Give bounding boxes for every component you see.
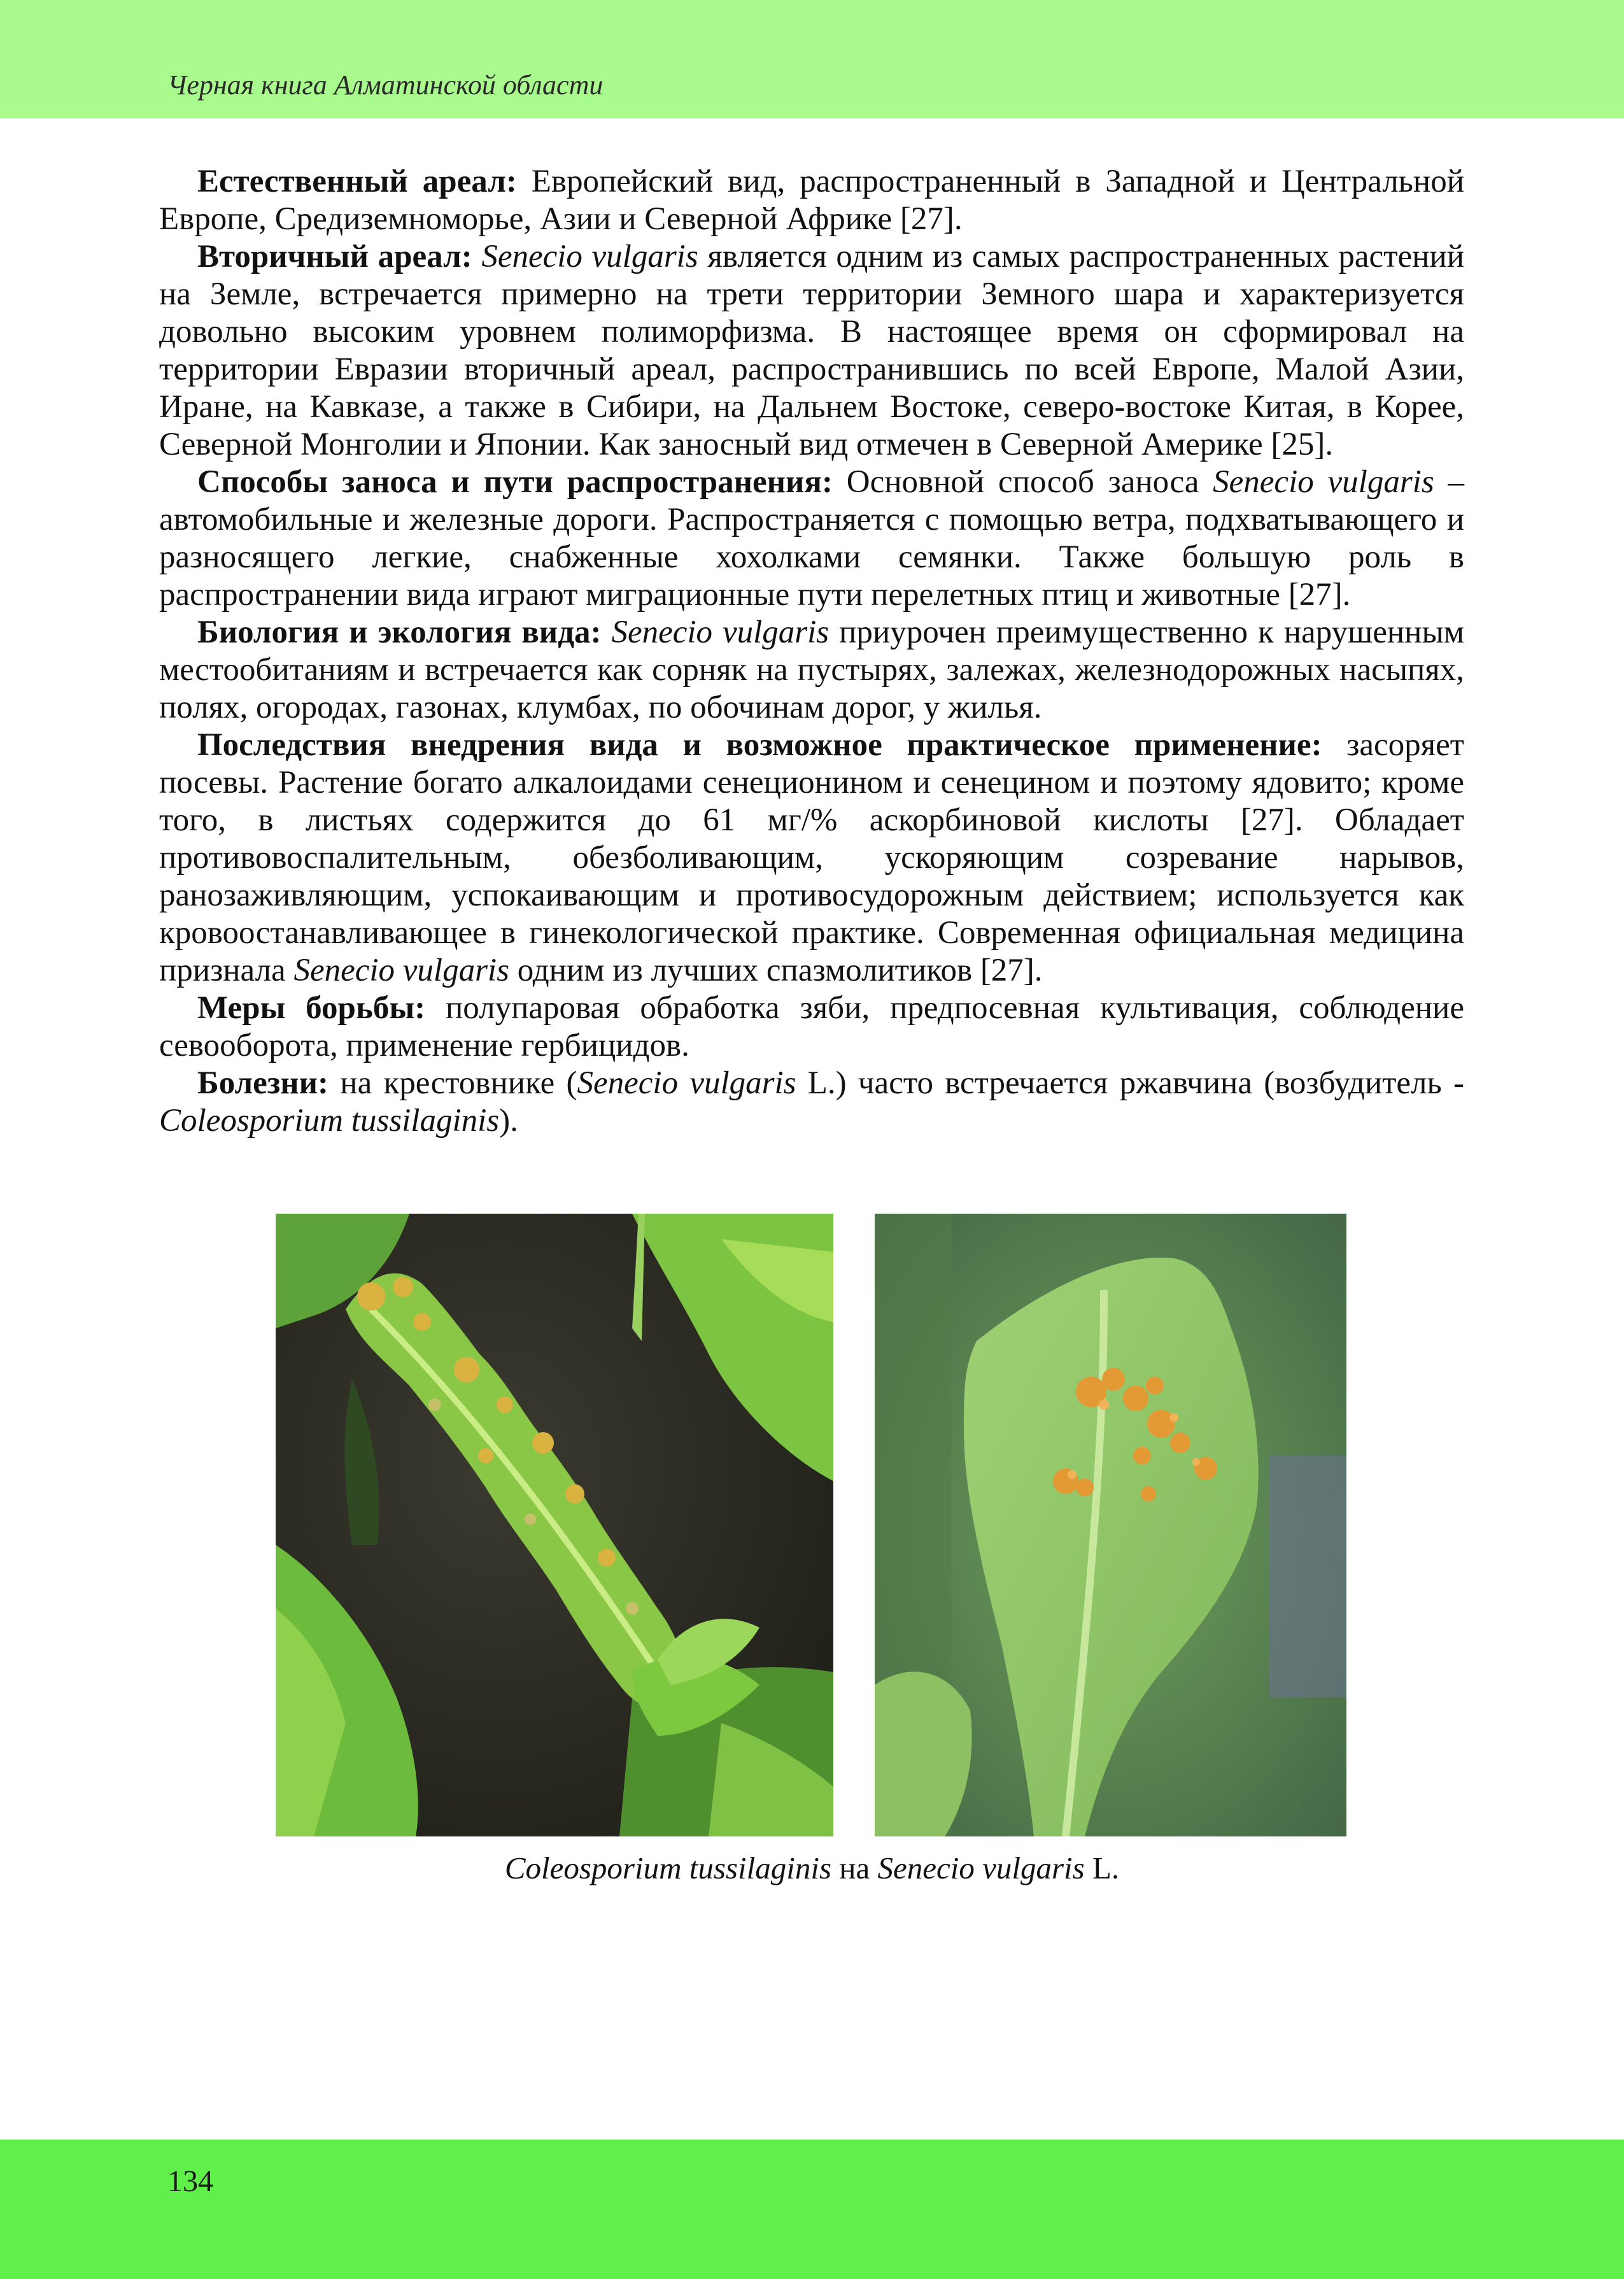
leaf-rust-illustration-left — [276, 1214, 833, 1836]
paragraph-secondary-range: Вторичный ареал: Senecio vulgaris является одним из самых распространенных растений на Земле, встречается примерно на трети территории Земного шара и характеризуется довольно высоким уровнем полиморфизма. В настоящее время он сформировал на территории Евразии вторичный ареал, распространившись по всей Европе, Малой Азии, Иране, на Кавказе, а также в Сибири, на Дальнем Востоке, северо-востоке Китая, в Корее, Северной Монголии и Японии. Как заносный вид отмечен в Северной Америке [25]. — [159, 239, 1464, 462]
photo-rust-plant — [276, 1214, 833, 1836]
paragraph-biology-ecology: Биология и экология вида: Senecio vulgaris приурочен преимущественно к нарушенным местообитаниям и встречается как сорняк на пустырях, залежах, железнодорожных насыпях, полях, огородах, газонах, клумбах, по обочинам дорог, у жилья. — [159, 614, 1465, 725]
paragraph-introduction-ways: Способы заноса и пути распространения: Основной способ заноса Senecio vulgaris – автомобильные и железные дороги. Распространяется с помощью ветра, подхватывающего и разносящего легкие, снабженные хохолками семянки. Также большую роль в распространении вида играют миграционные пути перелетных птиц и животные [27]. — [159, 464, 1465, 613]
paragraph-label: Болезни: — [197, 1065, 329, 1101]
leaf-rust-illustration-right — [875, 1214, 1346, 1836]
paragraph-label: Способы заноса и пути распространения: — [197, 464, 833, 500]
caption-species: Senecio vulgaris — [877, 1850, 1085, 1885]
paragraph-label: Естественный ареал: — [197, 164, 517, 199]
pathogen-name: Coleosporium tussilaginis — [159, 1103, 500, 1139]
species-name: Senecio vulgaris — [611, 614, 830, 650]
paragraph-label: Меры борьбы: — [197, 990, 426, 1026]
paragraph-natural-range: Естественный ареал: Европейский вид, распространенный в Западной и Центральной Европе, Средиземноморье, Азии и Северной Африке [27]. — [159, 164, 1464, 237]
article-text — [159, 163, 1464, 1140]
species-name: Senecio vulgaris — [577, 1065, 796, 1101]
paragraph-label: Вторичный ареал: — [197, 239, 472, 274]
figure-caption: Coleosporium tussilaginis на Senecio vulgaris L. — [504, 1850, 1120, 1885]
species-name: Senecio vulgaris — [481, 239, 698, 274]
species-name: Senecio vulgaris — [293, 953, 509, 988]
page-number: 134 — [167, 2164, 213, 2198]
paragraph-label: Последствия внедрения вида и возможное практическое применение: — [197, 727, 1322, 763]
paragraph-consequences: Последствия внедрения вида и возможное практическое применение: засоряет посевы. Растение богато алкалоидами сенеционином и сенецином и поэтому ядовито; кроме того, в листьях содержится до 61 мг/% аскорбиновой кислоты [27]. Обладает противовоспалительным, обезболивающим, ускоряющим созревание нарывов, ранозаживляющим, успокаивающим и противосудорожным действием; используется как кровоостанавливающее в гинекологической практике. Современная официальная медицина признала Senecio vulgaris одним из лучших спазмолитиков [27]. — [159, 727, 1464, 988]
footer-band — [0, 2140, 1624, 2279]
species-name: Senecio vulgaris — [1213, 464, 1434, 500]
photo-rust-leaf-closeup — [875, 1214, 1346, 1836]
caption-pathogen: Coleosporium tussilaginis — [504, 1850, 832, 1885]
paragraph-label: Биология и экология вида: — [197, 614, 602, 650]
paragraph-control-measures: Меры борьбы: полупаровая обработка зяби, предпосевная культивация, соблюдение севооборота, применение гербицидов. — [159, 990, 1464, 1063]
paragraph-diseases: Болезни: на крестовнике (Senecio vulgaris L.) часто встречается ржавчина (возбудитель - Coleosporium tussilaginis). — [159, 1065, 1464, 1139]
running-title: Черная книга Алматинской области — [167, 69, 604, 101]
